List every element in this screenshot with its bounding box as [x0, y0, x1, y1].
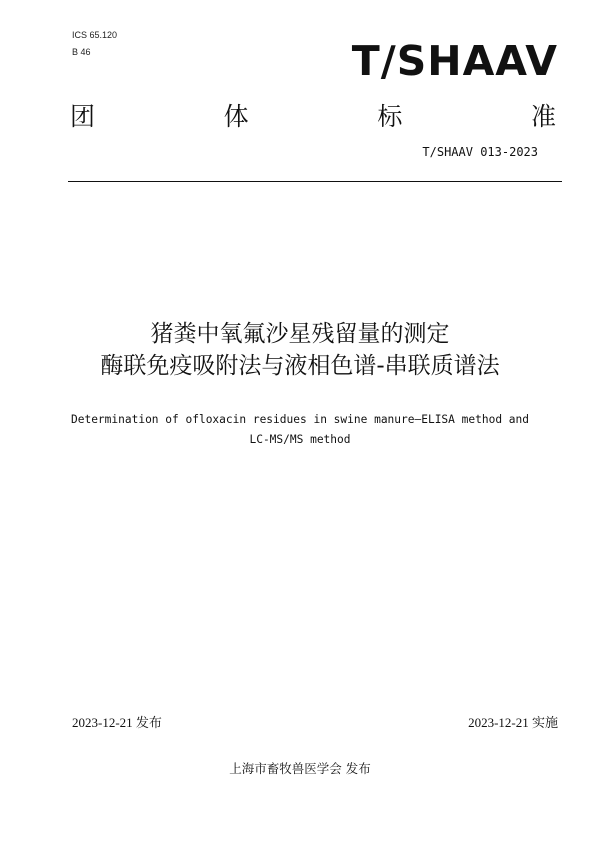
- implementation-date: 2023-12-21 实施: [468, 715, 558, 730]
- header-divider: [68, 181, 562, 182]
- ics-code: ICS 65.120: [72, 30, 118, 40]
- standard-type-char: 准: [530, 102, 556, 131]
- publisher: 上海市畜牧兽医学会 发布: [229, 761, 371, 776]
- chinese-title-line: 酶联免疫吸附法与液相色谱-串联质谱法: [100, 353, 500, 379]
- chinese-title-line: 猪粪中氧氟沙星残留量的测定: [150, 321, 450, 347]
- classification-code: B 46: [72, 47, 91, 57]
- english-title: [40, 410, 560, 450]
- standard-type-char: 体: [223, 102, 249, 131]
- issue-date: 2023-12-21 发布: [72, 715, 162, 730]
- english-title-line: LC-MS/MS method: [249, 433, 351, 446]
- standard-number: T/SHAAV 013-2023: [422, 145, 538, 159]
- standard-type-char: 标: [377, 102, 403, 131]
- chinese-title: [40, 318, 560, 382]
- english-title-line: Determination of ofloxacin residues in swine manure—ELISA method and: [70, 413, 529, 426]
- standard-type-heading: [70, 102, 556, 132]
- standard-type-char: 团: [70, 102, 96, 131]
- standard-logo: T/SHAAV: [351, 37, 558, 85]
